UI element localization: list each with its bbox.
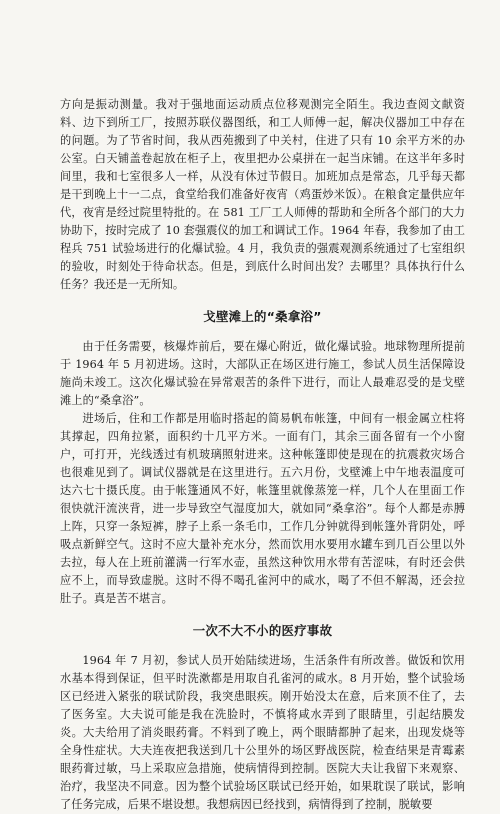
page-content [60,96,465,814]
body-paragraph: 进场后，住和工作都是用临时搭起的简易帆布帐篷，中间有一根金属立柱将其撑起，四角拉紧，面积约十几平方米。一面有门，其余三面各留有一个小窗户，可打开，光线透过有机玻璃照射进来。这种帐篷即使是现在的抗震救灾场合也很难见到了。调试仪器就是在这里进行。五六月份，戈壁滩上中午地表温度可达六七十摄氏度。由于帐篷通风不好，帐篷里就像蒸笼一样，几个人在里面工作很快就汗流浃背，进一步导致空气湿度加大，就如同“桑拿浴”。每个人都是赤膊上阵，只穿一条短裤，脖子上系一条毛巾，工作几分钟就得到帐篷外背阴处，呼吸点新鲜空气。这时不应大量补充水分，然而饮用水要用水罐车到几百公里以外去拉，每人在上班前灌满一行军水壶，虽然这种饮用水带有苦涩味，有时还会供应不上，而导致虚脱。这时不得不喝孔雀河中的咸水，喝了不但不解渴，还会拉肚子。真是苦不堪言。 [60,412,465,605]
body-paragraph: 方向是振动测量。我对于强地面运动质点位移观测完全陌生。我边查阅文献资料、边下到所工厂，按照苏联仪器图纸，和工人师傅一起，解决仪器加工中存在的问题。为了节省时间，我从西苑搬到了中关村，住进了只有 10 余平方米的办公室。白天铺盖卷起放在柜子上，夜里把办公桌拼在一起当床铺。在这半年多时间里，我和七室很多人一样，从没有休过节假日。加班加点是常态，几乎每天都是干到晚上十一二点，食堂给我们准备好夜宵（鸡蛋炒米饭）。在粮食定量供应年代，夜宵是经过院里特批的。在 581 工厂工人师傅的帮助和全所各个部门的大力协助下，按时完成了 10 套强震仪的加工和调试工作。1964 年春，我参加了由工程兵 751 试验场进行的化爆试验。4 月，我负责的强震观测系统通过了七室组织的验收，时刻处于待命状态。但是，到底什么时间出发？去哪里？具体执行什么任务？我还是一无所知。 [60,98,465,291]
section-heading-sauna: 戈壁滩上的“桑拿浴” [203,309,322,324]
section-heading-medical-accident: 一次不大不小的医疗事故 [192,623,333,638]
body-paragraph: 1964 年 7 月初，参试人员开始陆续进场，生活条件有所改善。做饭和饮用水基本得到保证，但平时洗漱都是用取自孔雀河的咸水。8 月开始，整个试验场区已经进入紧张的联试阶段，我突患眼疾。刚开始没太在意，后来顶不住了，去了医务室。大夫说可能是我在洗脸时，不慎将咸水弄到了眼睛里，引起结膜发炎。大夫给用了消炎眼药膏。不料到了晚上，两个眼睛都肿了起来，出现发烧等全身性症状。大夫连夜把我送到几十公里外的场区野战医院，检查结果是青霉素眼药膏过敏，马上采取应急措施，使病情得到控制。医院大夫让我留下来观察、治疗，我坚决不同意。因为整个试验场区联试已经开始，如果耽误了联试，影响了任务完成，后果不堪设想。我想病因已经找到，病情得到了控制，脱敏要 [60,654,465,811]
body-paragraph: 由于任务需要，核爆炸前后，要在爆心附近，做化爆试验。地球物理所提前于 1964 年 5 月初进场。这时，大部队正在场区进行施工，参试人员生活保障设施尚未竣工。这次化爆试验在异常艰苦的条件下进行，而让人最难忍受的是戈壁滩上的“桑拿浴”。 [60,340,465,407]
